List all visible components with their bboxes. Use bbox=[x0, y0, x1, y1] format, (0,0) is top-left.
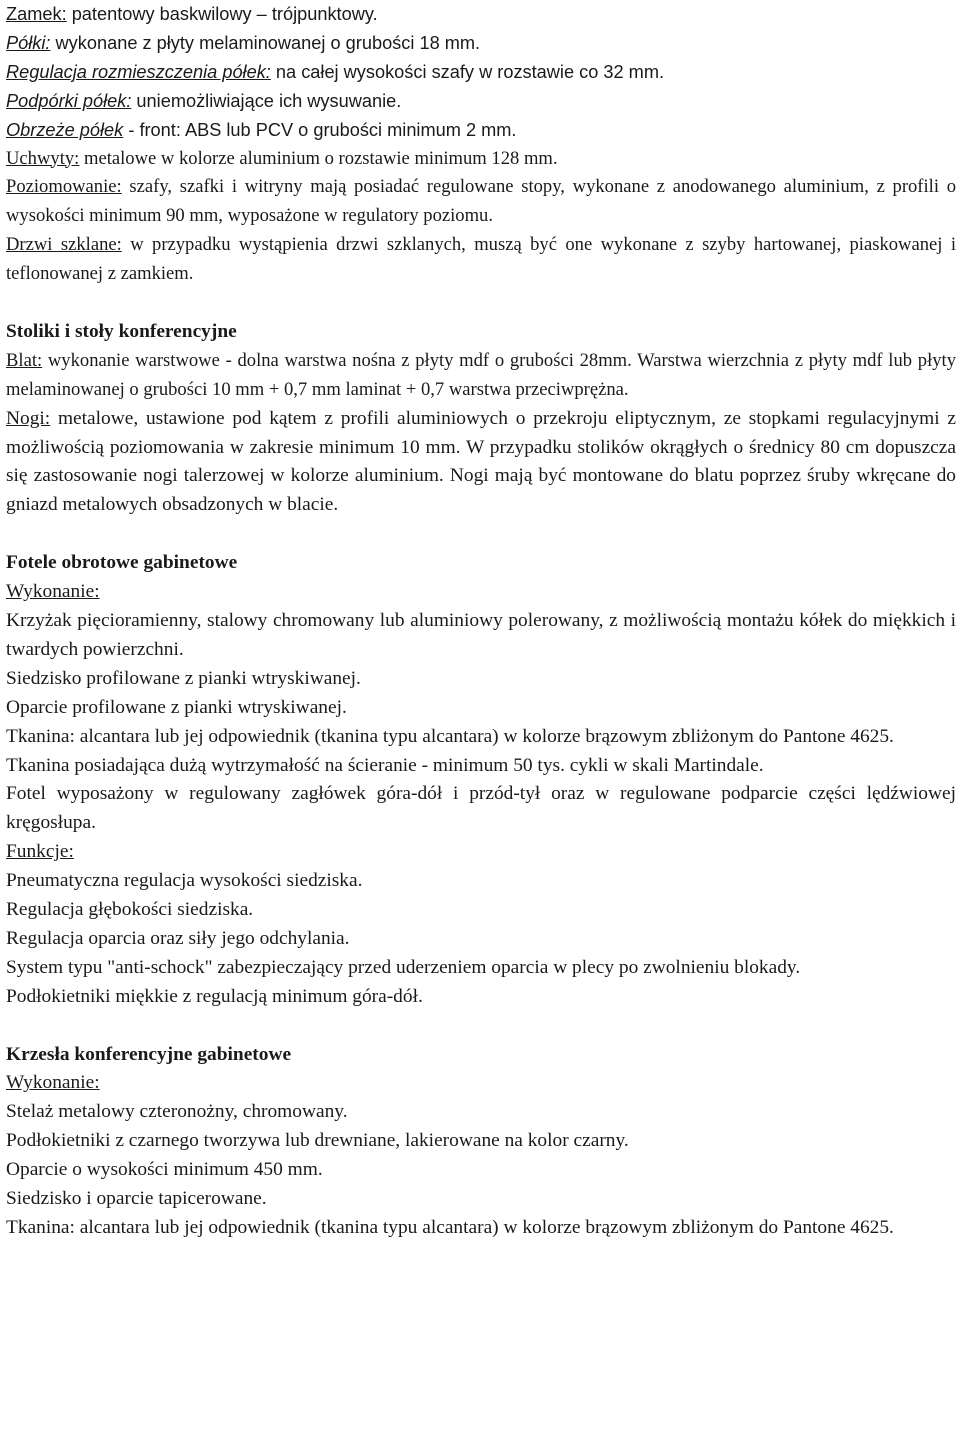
spec-label: Nogi: bbox=[6, 407, 51, 429]
list-item: Podłokietniki miękkie z regulacją minimum góra-dół. bbox=[6, 985, 423, 1007]
section-heading-fotele: Fotele obrotowe gabinetowe bbox=[6, 552, 238, 574]
list-item: Krzyżak pięcioramienny, stalowy chromowany lub aluminiowy polerowany, z możliwością montażu kółek do miękkich i twardych powierzchni. bbox=[6, 610, 956, 660]
spec-text: w przypadku wystąpienia drzwi szklanych, muszą być one wykonane z szyby hartowanej, piaskowanej i teflonowanej z zamkiem. bbox=[6, 234, 956, 285]
list-item: Siedzisko profilowane z pianki wtryskiwanej. bbox=[6, 667, 361, 689]
list-item: Oparcie o wysokości minimum 450 mm. bbox=[6, 1159, 323, 1181]
spec-text: patentowy baskwilowy – trójpunktowy. bbox=[66, 4, 378, 24]
list-item: Stelaż metalowy czteronożny, chromowany. bbox=[6, 1101, 348, 1123]
spec-drzwi bbox=[6, 231, 956, 289]
list-item: Fotel wyposażony w regulowany zagłówek góra-dół i przód-tył oraz w regulowane podparcie części lędźwiowej kręgosłupa. bbox=[6, 783, 956, 834]
list-item: Tkanina: alcantara lub jej odpowiednik (tkanina typu alcantara) w kolorze brązowym zbliżonym do Pantone 4625. bbox=[6, 725, 894, 747]
list-item: Tkanina: alcantara lub jej odpowiednik (tkanina typu alcantara) w kolorze brązowym zbliżonym do Pantone 4625. bbox=[6, 1217, 894, 1239]
spec-label: Wykonanie: bbox=[6, 1072, 100, 1094]
spec-label: Funkcje: bbox=[6, 841, 74, 863]
list-item: Siedzisko i oparcie tapicerowane. bbox=[6, 1188, 267, 1210]
section-heading-stoliki: Stoliki i stoły konferencyjne bbox=[6, 320, 237, 342]
spec-nogi bbox=[6, 405, 956, 521]
spec-text: wykonanie warstwowe - dolna warstwa nośna z płyty mdf o grubości 28mm. Warstwa wierzchnia z płyty mdf lub płyty melaminowanej o grubości 10 mm + 0,7 mm laminat + 0,7 warstwa przeciwprężna. bbox=[6, 349, 956, 400]
spec-regulacja bbox=[6, 58, 956, 87]
list-item: Regulacja głębokości siedziska. bbox=[6, 899, 254, 921]
list-item: Pneumatyczna regulacja wysokości siedziska. bbox=[6, 870, 363, 892]
spec-text: - front: ABS lub PCV o grubości minimum 2 mm. bbox=[123, 119, 517, 140]
spec-label: Zamek: bbox=[6, 4, 67, 24]
spec-label: Półki: bbox=[6, 32, 51, 53]
spec-text: uniemożliwiające ich wysuwanie. bbox=[131, 90, 402, 111]
spec-label: Uchwyty: bbox=[6, 147, 80, 169]
spacer bbox=[6, 520, 956, 549]
spec-text: na całej wysokości szafy w rozstawie co 32 mm. bbox=[270, 61, 665, 82]
list-item: System typu "anti-schock" zabezpieczający przed uderzeniem oparcia w plecy po zwolnieniu blokady. bbox=[6, 956, 801, 978]
spec-label: Drzwi szklane: bbox=[6, 234, 122, 256]
document-page bbox=[6, 0, 956, 1243]
section-heading-krzesla: Krzesła konferencyjne gabinetowe bbox=[6, 1043, 292, 1065]
spec-polki bbox=[6, 29, 956, 58]
subheading-wykonanie bbox=[6, 1069, 956, 1098]
spec-zamek bbox=[6, 0, 956, 29]
spec-label: Regulacja rozmieszczenia półek: bbox=[6, 61, 271, 82]
list-item: Podłokietniki z czarnego tworzywa lub drewniane, lakierowane na kolor czarny. bbox=[6, 1130, 629, 1152]
spacer bbox=[6, 289, 956, 318]
spec-label: Obrzeże półek bbox=[6, 119, 124, 140]
list-item: Regulacja oparcia oraz siły jego odchylania. bbox=[6, 927, 350, 949]
spec-label: Podpórki półek: bbox=[6, 90, 132, 111]
spec-label: Poziomowanie: bbox=[6, 176, 122, 198]
spec-text: metalowe, ustawione pod kątem z profili aluminiowych o przekroju eliptycznym, ze stopkami regulacyjnymi z możliwością poziomowania w zakresie minimum 10 mm. W przypadku stolików okrągłych o średnicy 80 cm dopuszcza się zastosowanie nogi talerzowej w kolorze aluminium. Nogi mają być montowane do blatu poprzez śruby wkręcane do gniazd metalowych obsadzonych w blacie. bbox=[6, 407, 956, 516]
subheading-funkcje bbox=[6, 838, 956, 867]
spec-obrzeze bbox=[6, 116, 956, 145]
spec-poziomowanie bbox=[6, 173, 956, 231]
list-item: Tkanina posiadająca dużą wytrzymałość na ścieranie - minimum 50 tys. cykli w skali Martindale. bbox=[6, 754, 764, 776]
spacer bbox=[6, 1012, 956, 1041]
spec-uchwyty bbox=[6, 145, 956, 174]
spec-podporki bbox=[6, 87, 956, 116]
subheading-wykonanie bbox=[6, 578, 956, 607]
spec-text: wykonane z płyty melaminowanej o grubości 18 mm. bbox=[50, 32, 481, 53]
spec-label: Blat: bbox=[6, 349, 43, 371]
spec-text: metalowe w kolorze aluminium o rozstawie minimum 128 mm. bbox=[79, 147, 558, 169]
spec-label: Wykonanie: bbox=[6, 581, 100, 603]
spec-text: szafy, szafki i witryny mają posiadać regulowane stopy, wykonane z anodowanego aluminium, z profili o wysokości minimum 90 mm, wyposażone w regulatory poziomu. bbox=[6, 176, 956, 227]
spec-blat bbox=[6, 347, 956, 405]
list-item: Oparcie profilowane z pianki wtryskiwanej. bbox=[6, 696, 347, 718]
